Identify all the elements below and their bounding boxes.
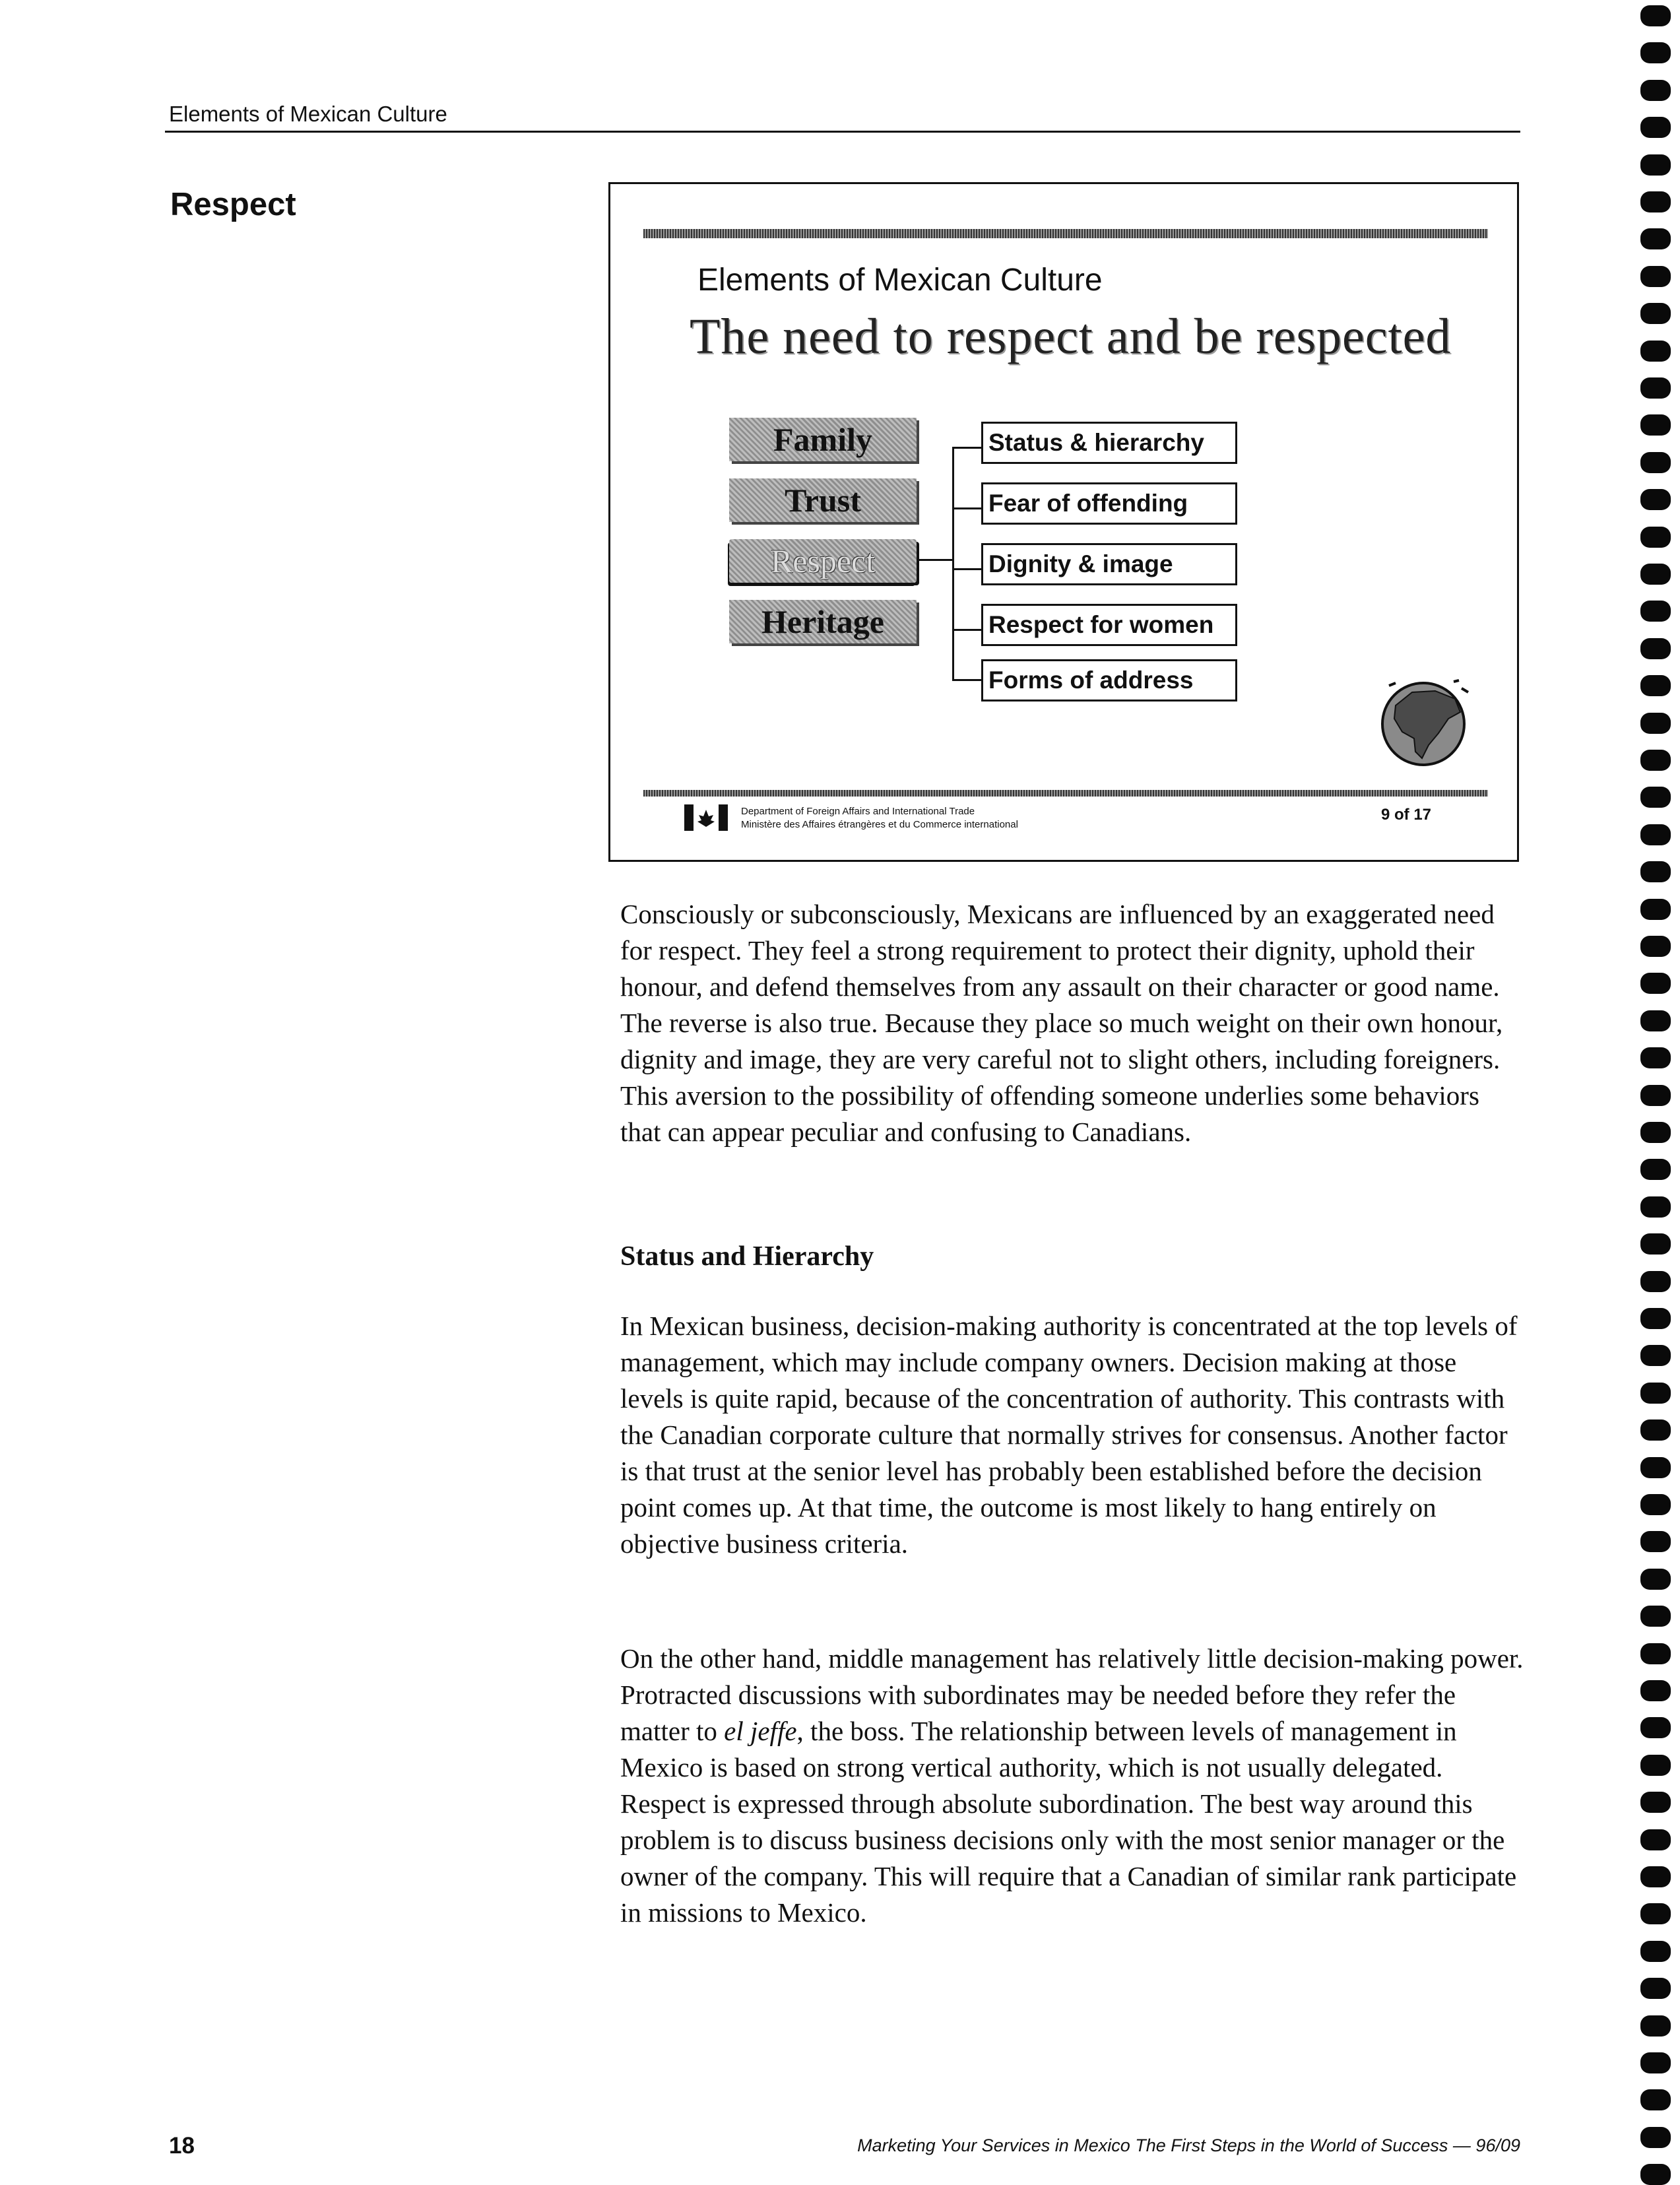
binding-hole [1640, 1047, 1671, 1068]
slide-subtitle: Elements of Mexican Culture [697, 263, 1103, 298]
binding-hole [1640, 750, 1671, 771]
paragraph-text: , the boss. The relationship between levels of management in Mexico is based on strong vertical authority, which is not usually delegated. Respect is expressed through absolute subordination. The best way around this problem is to discuss business decisions only with the most senior manager or the owner of the company. This will require that a Canadian of similar rank participate in missions to Mexico. [620, 1716, 1517, 1928]
tile-family: Family [729, 418, 917, 461]
connector-branch [952, 447, 983, 449]
binding-hole [1640, 787, 1671, 808]
binding-hole [1640, 80, 1671, 101]
paragraph-middle-management [620, 1641, 1524, 1931]
slide-footer-french: Ministère des Affaires étrangères et du Commerce international [741, 819, 1018, 830]
binding-hole [1640, 1755, 1671, 1776]
binding-hole [1640, 1010, 1671, 1031]
north-america-globe-icon [1376, 672, 1475, 771]
binding-hole [1640, 154, 1671, 176]
binding-hole [1640, 1196, 1671, 1218]
tile-respect: Respect [729, 539, 917, 583]
tile-trust: Trust [729, 478, 917, 522]
footer-title: Marketing Your Services in Mexico The First Steps in the World of Success — 96/09 [857, 2136, 1520, 2155]
binding-hole [1640, 1941, 1671, 1962]
binding-hole [1640, 414, 1671, 436]
binding-hole [1640, 1829, 1671, 1850]
term-el-jeffe: el jeffe [724, 1716, 797, 1746]
spiral-binding [1640, 0, 1680, 2180]
binding-hole [1640, 824, 1671, 845]
paragraph-intro: Consciously or subconsciously, Mexicans are influenced by an exaggerated need for respect. They feel a strong requirement to protect their dignity, uphold their honour, and defend themselves from any assault on their character or good name. The reverse is also true. Because they place so much weight on their own honour, dignity and image, they are very careful not to slight others, including foreigners. This aversion to the possibility of offending someone underlies some behaviors that can appear peculiar and confusing to Canadians. [620, 899, 1503, 1147]
binding-hole [1640, 936, 1671, 957]
section-title: Respect [170, 187, 296, 222]
slide-page-number: 9 of 17 [1381, 806, 1432, 824]
binding-hole [1640, 973, 1671, 994]
binding-hole [1640, 228, 1671, 249]
connector-branch [952, 629, 983, 631]
binding-hole [1640, 1233, 1671, 1255]
binding-hole [1640, 341, 1671, 362]
binding-hole [1640, 675, 1671, 696]
binding-hole [1640, 1457, 1671, 1478]
paragraph-top-management: In Mexican business, decision-making authority is concentrated at the top levels of management, which may include company owners. Decision making at those levels is quite rapid, because of the concentration of authority. This contrasts with the Canadian corporate culture that normally strives for consensus. Another factor is that trust at the senior level has probably been established before the decision point comes up. At that time, the outcome is most likely to hang entirely on objective business criteria. [620, 1311, 1518, 1559]
tile-heritage: Heritage [729, 600, 917, 643]
binding-hole [1640, 2127, 1671, 2148]
binding-hole [1640, 527, 1671, 548]
connector-branch [952, 568, 983, 570]
binding-hole [1640, 117, 1671, 138]
binding-hole [1640, 2015, 1671, 2037]
binding-hole [1640, 1866, 1671, 1887]
binding-hole [1640, 489, 1671, 510]
binding-hole [1640, 1717, 1671, 1738]
binding-hole [1640, 1308, 1671, 1329]
binding-hole [1640, 713, 1671, 734]
slide-footer-english: Department of Foreign Affairs and International Trade [741, 806, 975, 817]
box-fear-of-offending: Fear of offending [981, 482, 1237, 525]
box-status-hierarchy: Status & hierarchy [981, 422, 1237, 464]
binding-hole [1640, 638, 1671, 659]
header-title: Elements of Mexican Culture [169, 102, 447, 126]
connector-spine [952, 447, 954, 680]
binding-hole [1640, 1383, 1671, 1404]
binding-hole [1640, 1345, 1671, 1366]
binding-hole [1640, 2089, 1671, 2110]
connector-branch [952, 679, 983, 681]
binding-hole [1640, 899, 1671, 920]
slide-title: The need to respect and be respected [690, 309, 1452, 364]
binding-hole [1640, 1606, 1671, 1627]
binding-hole [1640, 303, 1671, 324]
binding-hole [1640, 1159, 1671, 1180]
binding-hole [1640, 42, 1671, 63]
box-respect-for-women: Respect for women [981, 604, 1237, 646]
page-number: 18 [169, 2133, 195, 2159]
binding-hole [1640, 2052, 1671, 2073]
binding-hole [1640, 564, 1671, 585]
binding-hole [1640, 1419, 1671, 1441]
binding-hole [1640, 1680, 1671, 1701]
slide-bottom-band [643, 790, 1488, 797]
slide-figure [608, 182, 1519, 862]
binding-hole [1640, 1122, 1671, 1143]
binding-hole [1640, 1903, 1671, 1924]
canada-flag-icon [684, 803, 728, 832]
binding-hole [1640, 861, 1671, 882]
binding-hole [1640, 2164, 1671, 2185]
paragraph-text: On the other hand, middle management has relatively little decision-making power. Protracted discussions with subordinates may be needed before they refer the matter to [620, 1643, 1524, 1746]
binding-hole [1640, 1643, 1671, 1664]
binding-hole [1640, 452, 1671, 473]
binding-hole [1640, 191, 1671, 212]
box-dignity-image: Dignity & image [981, 543, 1237, 585]
binding-hole [1640, 601, 1671, 622]
box-forms-of-address: Forms of address [981, 659, 1237, 701]
binding-hole [1640, 266, 1671, 287]
connector-branch [952, 507, 983, 509]
binding-hole [1640, 1271, 1671, 1292]
binding-hole [1640, 1531, 1671, 1552]
binding-hole [1640, 377, 1671, 399]
slide-top-band [643, 229, 1488, 238]
binding-hole [1640, 1569, 1671, 1590]
connector-link [918, 559, 952, 561]
binding-hole [1640, 1494, 1671, 1515]
binding-hole [1640, 1792, 1671, 1813]
binding-hole [1640, 1978, 1671, 1999]
binding-hole [1640, 1085, 1671, 1106]
binding-hole [1640, 5, 1671, 26]
header-rule [165, 131, 1520, 133]
subheading-status-hierarchy: Status and Hierarchy [620, 1241, 874, 1272]
